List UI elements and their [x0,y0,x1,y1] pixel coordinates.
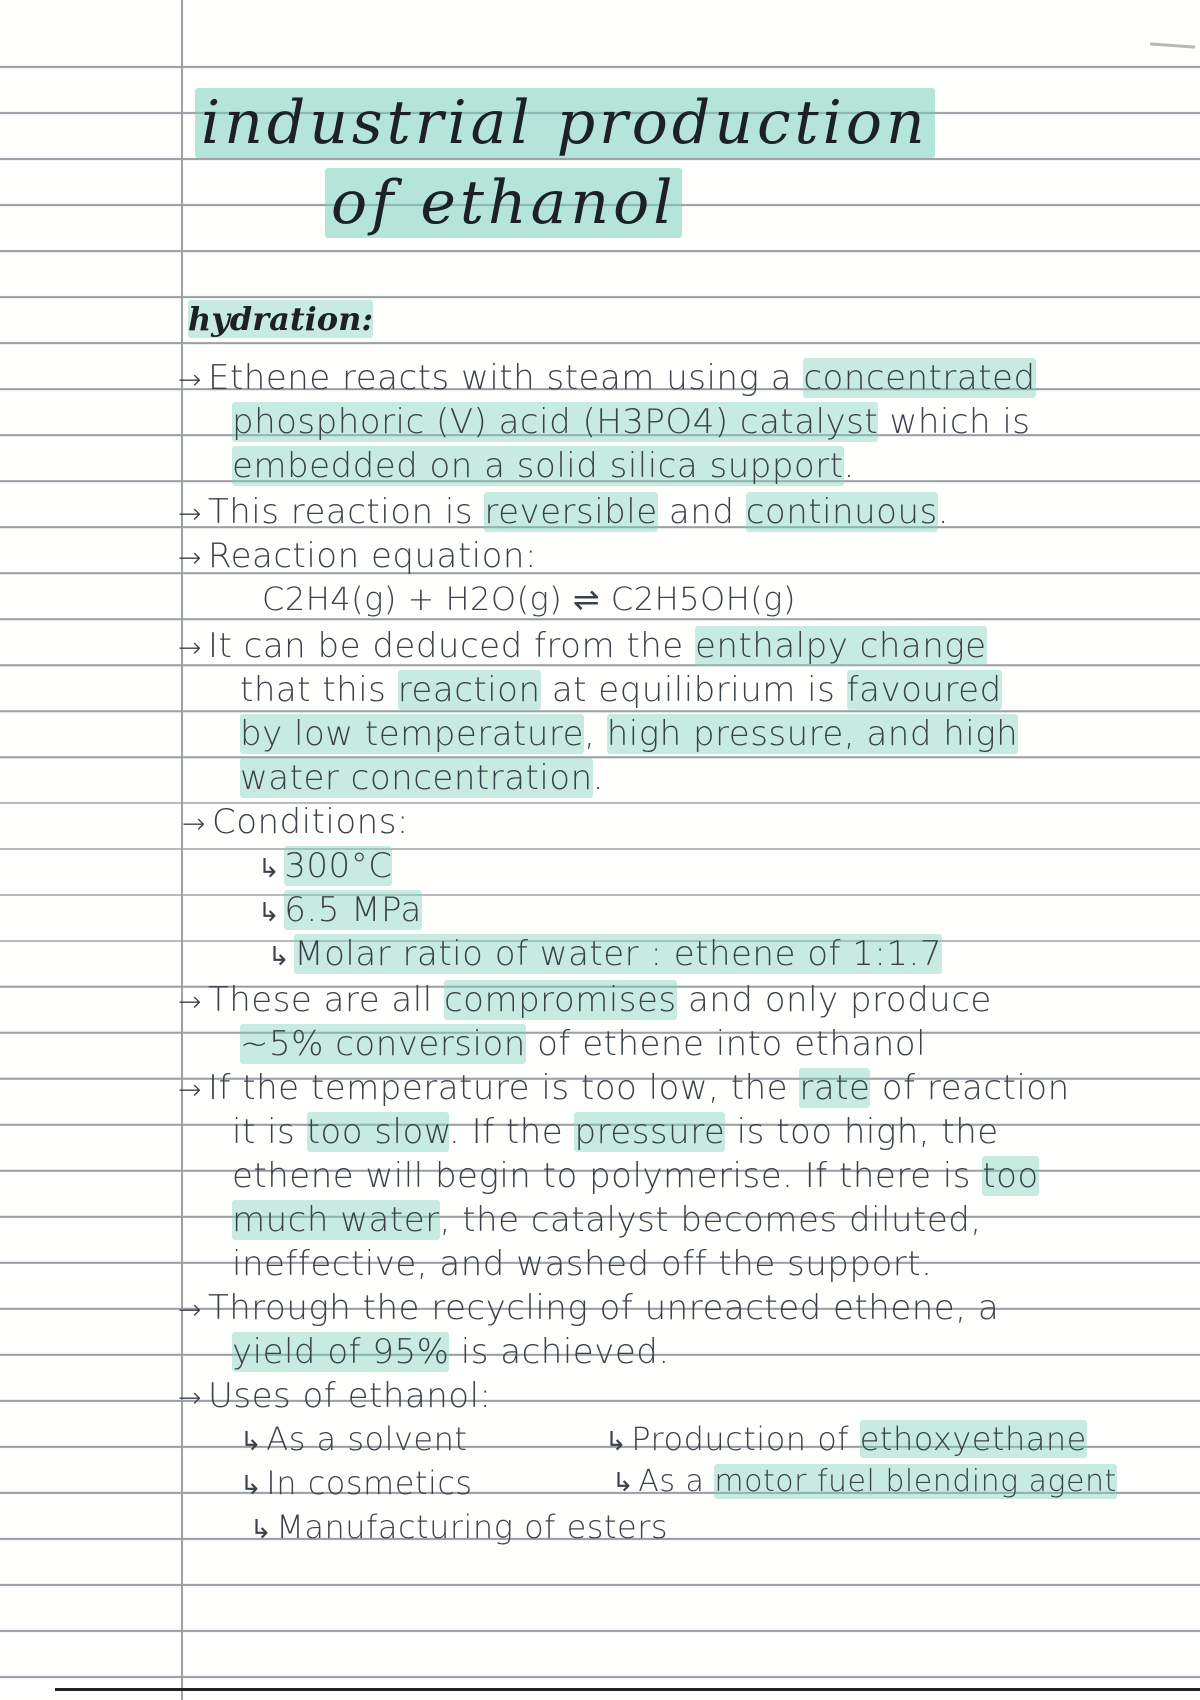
sub-arrow-icon: ↳ [258,854,281,884]
bullet-4-line-1: → It can be deduced from the enthalpy change [178,626,987,666]
title-text-1: industrial production [195,88,935,158]
bullet-7-line-1: → If the temperature is too low, the rate of reaction [178,1068,1070,1108]
bullet-7-line-3: ethene will begin to polymerise. If there is too [232,1156,1039,1196]
condition-pressure: ↳ 6.5 MPa [258,890,422,930]
bullet-4-line-4: water concentration. [240,758,604,798]
bullet-4-line-3: by low temperature, high pressure, and high [240,714,1019,754]
arrow-icon: → [178,1293,202,1326]
bullet-7-line-4: much water, the catalyst becomes diluted, [232,1200,982,1240]
use-cosmetics: ↳ In cosmetics [240,1464,473,1502]
arrow-icon: → [182,807,206,840]
bullet-2: → This reaction is reversible and continuous. [178,492,950,532]
condition-molar-ratio: ↳ Molar ratio of water : ethene of 1:1.7 [268,934,942,974]
use-solvent: ↳ As a solvent [240,1420,468,1458]
arrow-icon: → [178,363,202,396]
bullet-1-line-2: phosphoric (V) acid (H3PO4) catalyst which is [232,402,1031,442]
margin-line [181,0,183,1700]
bullet-3: → Reaction equation: [178,536,537,576]
sub-arrow-icon: ↳ [612,1468,635,1498]
bullet-7-line-5: ineffective, and washed off the support. [232,1244,933,1284]
sub-arrow-icon: ↳ [268,942,291,972]
sub-arrow-icon: ↳ [250,1515,273,1545]
sub-arrow-icon: ↳ [240,1427,263,1457]
use-esters: ↳ Manufacturing of esters [250,1508,669,1546]
arrow-icon: → [178,497,202,530]
section-heading: hydration: [188,300,374,338]
arrow-icon: → [178,541,202,574]
sub-arrow-icon: ↳ [240,1471,263,1501]
sub-arrow-icon: ↳ [605,1427,628,1457]
bullet-6-line-1: → These are all compromises and only produce [178,980,992,1020]
bullet-9: → Uses of ethanol: [178,1376,492,1416]
bullet-1-line-1: → Ethene reacts with steam using a concentrated [178,358,1036,398]
bullet-7-line-2: it is too slow. If the pressure is too high, the [232,1112,999,1152]
condition-temperature: ↳ 300°C [258,846,393,886]
arrow-icon: → [178,631,202,664]
arrow-icon: → [178,1381,202,1414]
bullet-4-line-2: that this reaction at equilibrium is favoured [240,670,1002,710]
title-line-2 [325,168,682,238]
reaction-equation: C2H4(g) + H2O(g) ⇌ C2H5OH(g) [262,580,796,618]
bullet-8-line-2: yield of 95% is achieved. [232,1332,670,1372]
page-bottom-edge [55,1688,1200,1691]
title-line-1 [195,88,935,158]
title-text-2: of ethanol [325,168,682,238]
bullet-8-line-1: → Through the recycling of unreacted ethene, a [178,1288,1000,1328]
bullet-1-line-3: embedded on a solid silica support. [232,446,855,486]
arrow-icon: → [178,985,202,1018]
bullet-6-line-2: ~5% conversion of ethene into ethanol [240,1024,927,1064]
use-ethoxyethane: ↳ Production of ethoxyethane [605,1420,1087,1458]
use-motor-fuel: ↳ As a motor fuel blending agent [612,1464,1117,1499]
bullet-5: → Conditions: [182,802,409,842]
arrow-icon: → [178,1073,202,1106]
sub-arrow-icon: ↳ [258,898,281,928]
